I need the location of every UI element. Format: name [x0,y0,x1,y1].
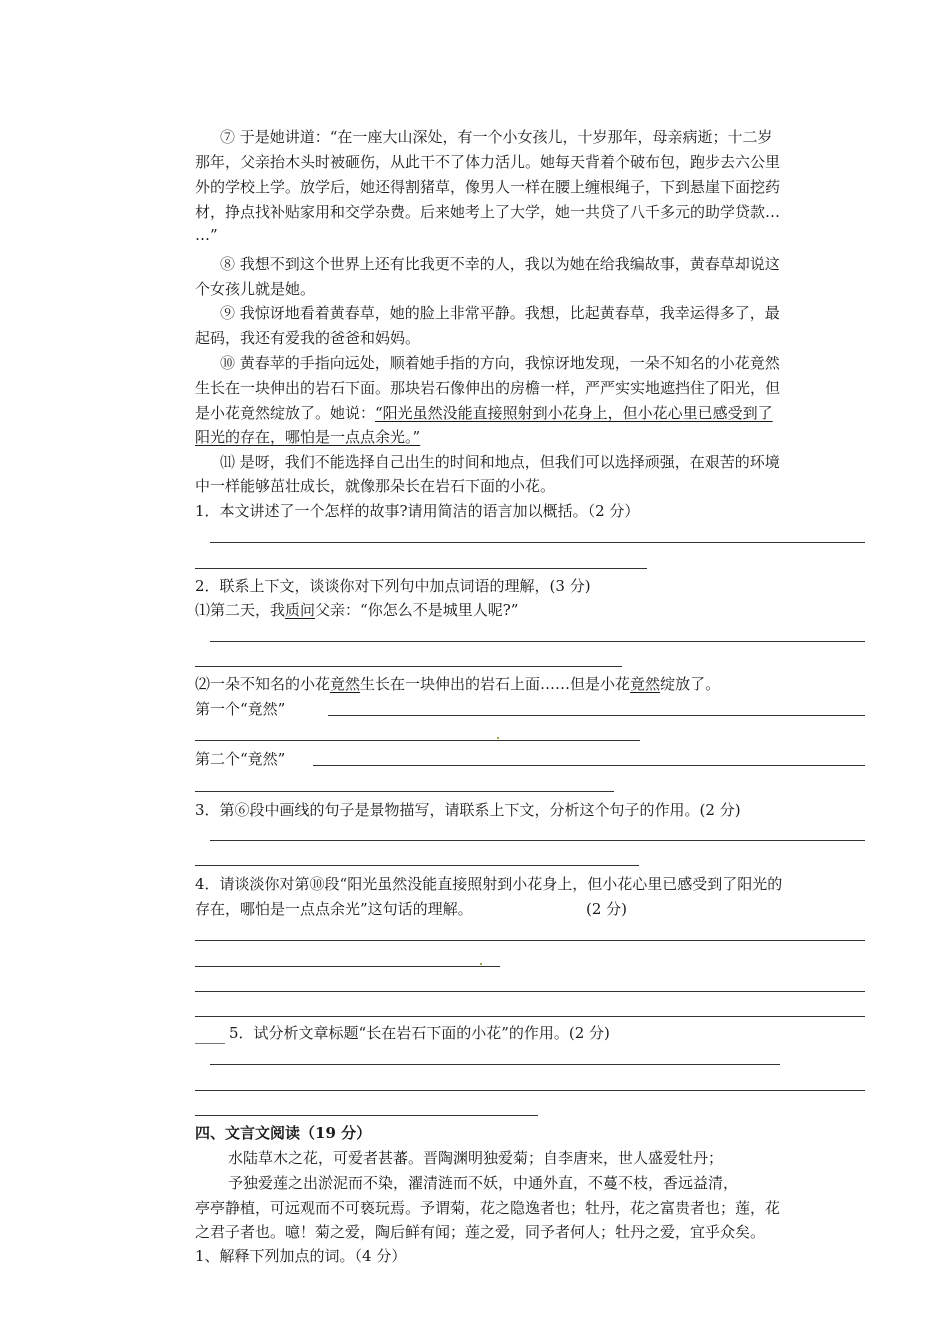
speck [497,737,499,739]
question-4-score: (2 分) [586,900,628,918]
paragraph-9-line-2: 起码，我还有爱我的爸爸和妈妈。 [195,329,421,347]
underlined-quote-part-1: “阳光虽然没能直接照射到小花身上，但小花心里已感受到了 [375,404,773,422]
first-jingran-label: 第一个“竟然” [195,700,286,718]
classical-text-line-3: 亭亭静植，可远观而不可亵玩焉。予谓菊，花之隐逸者也；牡丹，花之富贵者也；莲，花 [195,1199,781,1217]
answer-line[interactable] [210,1064,780,1065]
answer-line[interactable] [210,542,865,543]
paragraph-10-line-1: ⑩ 黄春苹的手指向远处，顺着她手指的方向，我惊讶地发现，一朵不知名的小花竟然 [220,354,780,372]
answer-line[interactable] [195,666,622,667]
question-1: 1．本文讲述了一个怎样的故事?请用简洁的语言加以概括。（2 分） [195,502,640,520]
classical-text-line-4: 之君子者也。噫！菊之爱，陶后鲜有闻；莲之爱，同予者何人；牡丹之爱，宜乎众矣。 [195,1223,766,1241]
paragraph-7-line-1: ⑦ 于是她讲道：“在一座大山深处，有一个小女孩儿，十岁那年，母亲病逝；十二岁 [220,128,773,146]
paragraph-10-line-3-text: 是小花竟然绽放了。她说： [195,404,376,422]
answer-line[interactable] [210,840,865,841]
question-5: 5．试分析文章标题“长在岩石下面的小花”的作用。(2 分) [229,1024,610,1042]
paragraph-7-line-4: 材，挣点找补贴家用和交学杂费。后来她考上了大学，她一共贷了八千多元的助学贷款… [195,203,781,221]
answer-line[interactable] [195,740,640,741]
question-2-item-2: ⑵一朵不知名的小花竟然生长在一块伸出的岩石上面……但是小花竟然绽放了。 [195,675,721,693]
question-5-blank: ____ [195,1026,225,1044]
answer-line[interactable] [195,1016,865,1017]
dotted-word-jingran-2: 竟然 [630,675,661,693]
dotted-word-jingran-1: 竟然 [330,675,361,693]
answer-line[interactable] [195,991,865,992]
paragraph-10-line-3 [195,401,773,425]
classical-text-line-1: 水陆草木之花，可爱者甚蕃。晋陶渊明独爱菊；自李唐来，世人盛爱牡丹； [228,1149,724,1167]
question-3: 3．第⑥段中画线的句子是景物描写，请联系上下文，分析这个句子的作用。(2 分) [195,801,741,819]
answer-line[interactable] [195,940,865,941]
paragraph-9-line-1: ⑨ 我惊讶地看着黄春草，她的脸上非常平静。我想，比起黄春草，我幸运得多了，最 [220,304,780,322]
question-4-line-2: 存在，哪怕是一点点余光”这句话的理解。 [195,900,473,918]
paragraph-11-line-1: ⑾ 是呀，我们不能选择自己出生的时间和地点，但我们可以选择顽强，在艰苦的环境 [220,453,780,471]
paragraph-11-line-2: 中一样能够茁壮成长，就像那朵长在岩石下面的小花。 [195,477,556,495]
classical-text-line-2: 予独爱莲之出淤泥而不染，濯清涟而不妖，中通外直，不蔓不枝，香远益清， [228,1174,739,1192]
answer-line[interactable] [210,641,865,642]
paragraph-7-line-3: 外的学校上学。放学后，她还得割猪草，像男人一样在腰上缠根绳子，下到悬崖下面挖药 [195,178,781,196]
paragraph-8-line-1: ⑧ 我想不到这个世界上还有比我更不幸的人，我以为她在给我编故事，黄春草却说这 [220,255,780,273]
section-4-question-1: 1、解释下列加点的词。（4 分） [195,1247,407,1265]
answer-line[interactable] [195,1090,865,1091]
answer-line[interactable] [195,568,647,569]
answer-line[interactable] [195,1115,538,1116]
answer-line[interactable] [195,966,500,967]
question-4-line-1: 4．请谈淡你对第⑩段“阳光虽然没能直接照射到小花身上，但小花心里已感受到了阳光的 [195,875,783,893]
answer-line[interactable] [195,791,614,792]
paragraph-7-line-5: …” [195,226,218,244]
answer-line[interactable] [313,765,865,766]
underlined-quote-part-2: 阳光的存在，哪怕是一点点余光。” [195,428,421,446]
paragraph-10-line-2: 生长在一块伸出的岩石下面。那块岩石像伸出的房檐一样，严严实实地遮挡住了阳光，但 [195,379,781,397]
question-2-item-1: ⑴第二天，我质问父亲：“你怎么不是城里人呢?” [195,601,519,619]
dotted-word-zhiwen: 质问 [285,601,316,619]
answer-line[interactable] [195,865,639,866]
second-jingran-label: 第二个“竟然” [195,750,286,768]
speck [480,963,482,965]
paragraph-7-line-2: 那年，父亲抬木头时被砸伤，从此干不了体力活儿。她每天背着个破布包，跑步去六公里 [195,153,781,171]
question-2: 2．联系上下文，谈谈你对下列句中加点词语的理解，(3 分) [195,577,591,595]
paragraph-8-line-2: 个女孩儿就是她。 [195,280,316,298]
answer-line[interactable] [328,715,865,716]
section-4-heading: 四、文言文阅读（19 分） [195,1124,372,1142]
